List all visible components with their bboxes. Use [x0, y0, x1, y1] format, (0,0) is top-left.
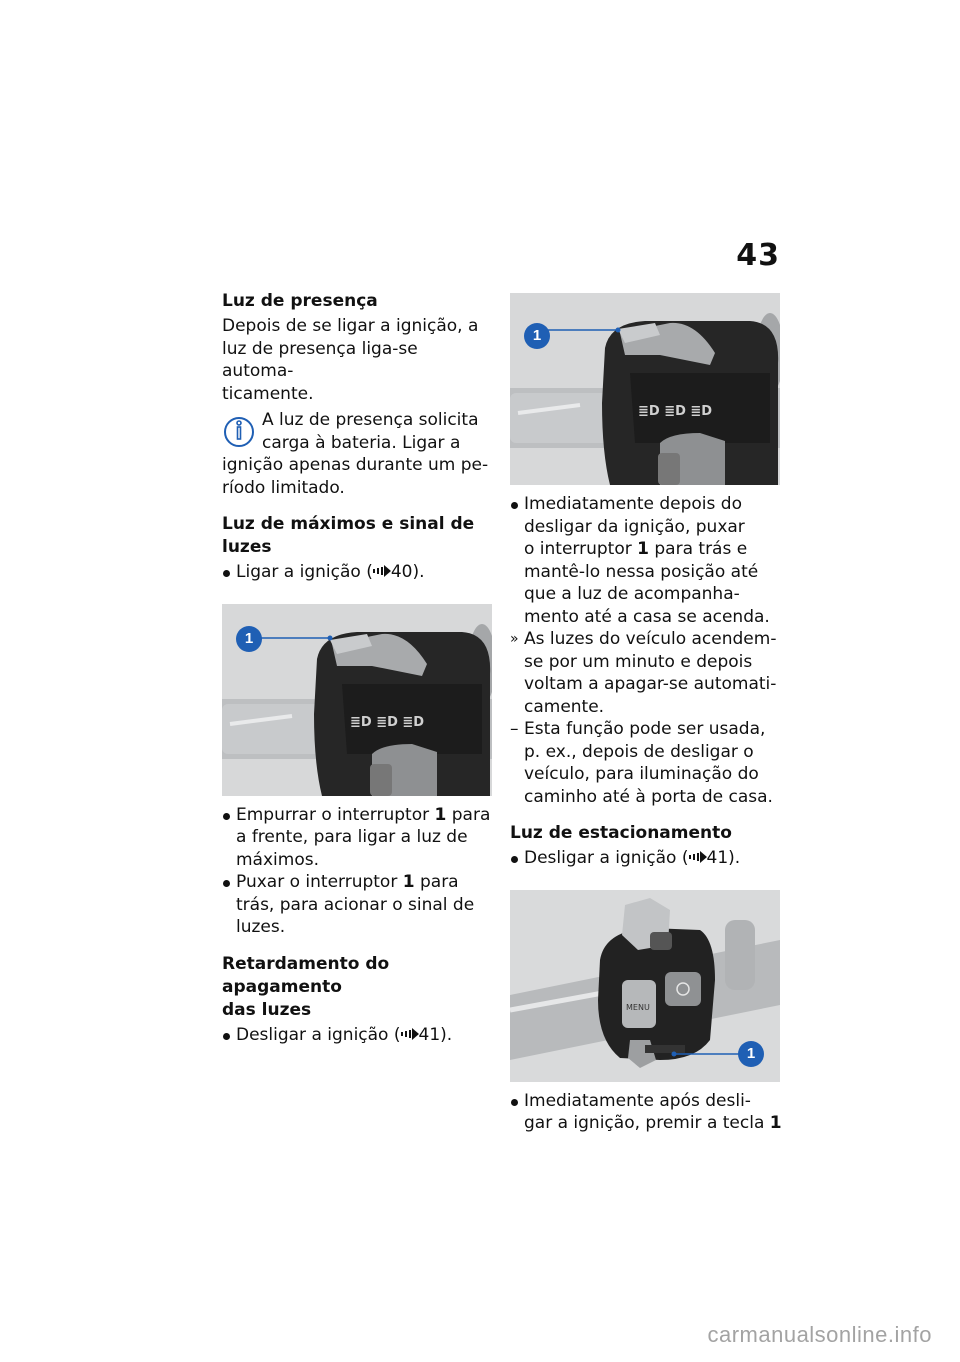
bullet-item: Desligar a ignição ( 41). — [524, 848, 741, 868]
figure-headlight-switch — [222, 604, 492, 796]
note-line: carga à bateria. Ligar a — [262, 432, 461, 453]
bullet-item: Puxar o interruptor 1 para trás, para acionar o sinal de luzes. — [236, 872, 475, 937]
switch-photo — [222, 604, 492, 796]
text-line: ticamente. — [222, 383, 314, 404]
callout-number: 1 — [738, 1041, 764, 1067]
watermark: carmanualsonline.info — [707, 1322, 932, 1347]
right-column — [510, 293, 782, 1135]
note-line: ignição apenas durante um pe- — [222, 455, 489, 475]
result-item: » As luzes do veículo acendem- se por um minuto e depois voltam a apagar-se automati- camente. — [510, 629, 777, 717]
info-note — [222, 409, 494, 499]
bullet-item: Imediatamente depois do desligar da ignição, puxar o interruptor 1 para trás e mantê-lo nessa posição até que a luz de acompanha- mento até a casa se acenda. — [524, 494, 770, 627]
page-reference-arrow-icon — [373, 565, 391, 577]
note-line: ríodo limitado. — [222, 477, 345, 498]
page-number: 43 — [736, 238, 780, 273]
info-icon — [222, 411, 256, 451]
svg-text:≣D ≣D ≣D: ≣D ≣D ≣D — [638, 404, 713, 419]
page-reference-arrow-icon — [401, 1028, 419, 1040]
heading-presence-light: Luz de presença — [222, 291, 378, 311]
figure-left-control-unit — [510, 890, 780, 1082]
dash-marker: – — [510, 719, 519, 739]
result-marker-icon: » — [510, 631, 519, 647]
heading-follow-me-home: Retardamento do apagamento das luzes — [222, 953, 390, 1020]
page-reference-arrow-icon — [689, 851, 707, 863]
bullet-item: Ligar a ignição ( 40). — [236, 562, 425, 582]
switch-photo — [510, 293, 780, 485]
svg-text:≣D ≣D ≣D: ≣D ≣D ≣D — [350, 714, 425, 730]
bullet-item: Desligar a ignição ( 41). — [236, 1024, 453, 1045]
text-line: luz de presença liga-se automa- — [222, 338, 418, 381]
callout-number: 1 — [236, 626, 262, 652]
bullet-item: Imediatamente após desli- gar a ignição, premir a tecla 1 — [524, 1090, 782, 1133]
dash-item: – Esta função pode ser usada, p. ex., depois de desligar o veículo, para iluminação do caminho até à porta de casa. — [510, 719, 773, 807]
heading-high-beam: Luz de máximos e sinal de luzes — [222, 514, 475, 557]
heading-parking-light: Luz de estacionamento — [510, 823, 732, 843]
left-column — [222, 290, 494, 1046]
bullet-item: Empurrar o interruptor 1 para a frente, para ligar a luz de máximos. — [236, 804, 491, 870]
note-line: A luz de presença solicita — [262, 410, 479, 430]
callout-number: 1 — [524, 323, 550, 349]
menu-button-label: MENU — [626, 1002, 650, 1012]
text-line: Depois de se ligar a ignição, a — [222, 316, 479, 336]
figure-headlight-switch-2 — [510, 293, 780, 485]
